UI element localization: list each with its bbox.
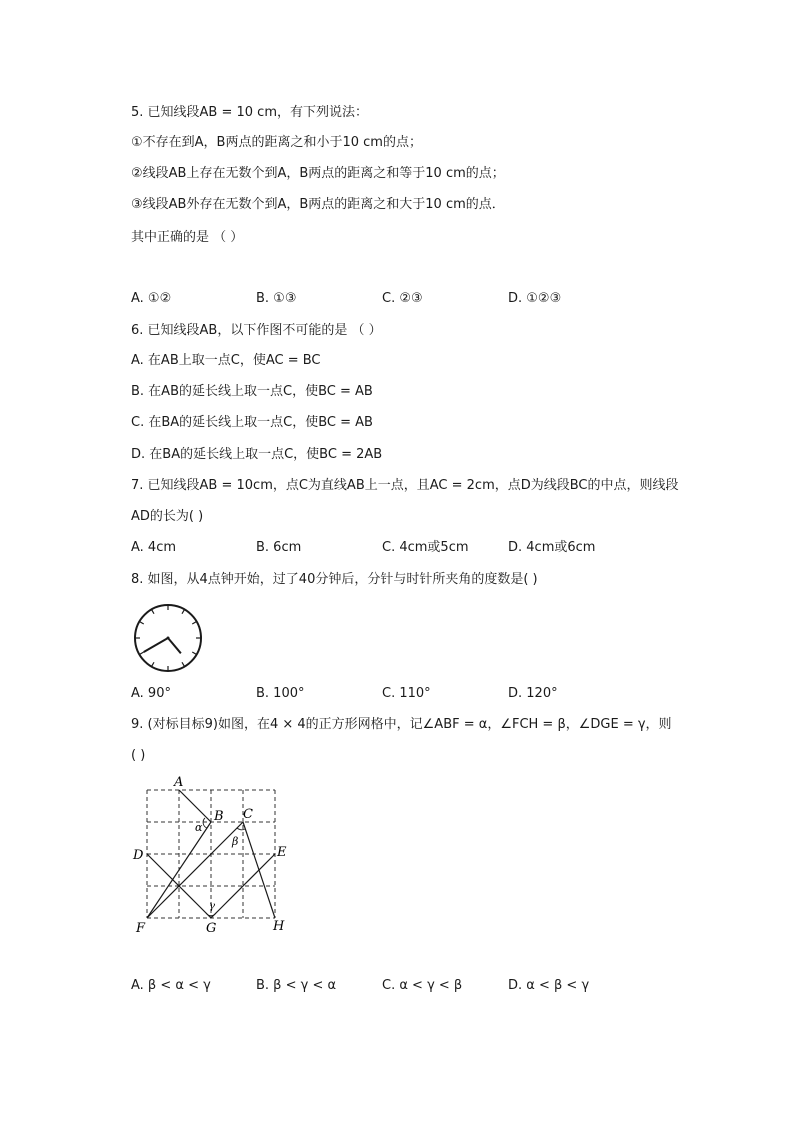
q5-option-a[interactable]: A. ①②: [131, 291, 172, 306]
q7-option-d[interactable]: D. 4cm或6cm: [508, 540, 596, 555]
q5-option-c[interactable]: C. ②③: [382, 291, 423, 306]
q6-stem: 6. 已知线段AB，以下作图不可能的是 （ ）: [131, 323, 382, 338]
q6-option-b[interactable]: B. 在AB的延长线上取一点C，使BC = AB: [131, 384, 373, 399]
clock-center: [167, 637, 170, 640]
q5-stem: 5. 已知线段AB = 10 cm，有下列说法：: [131, 105, 368, 120]
label-d: D: [133, 848, 144, 863]
q7-option-c[interactable]: C. 4cm或5cm: [382, 540, 469, 555]
q9-option-a[interactable]: A. β < α < γ: [131, 978, 211, 993]
hour-hand: [168, 638, 181, 653]
q5-ask: 其中正确的是 （ ）: [131, 230, 244, 245]
q5-option-b[interactable]: B. ①③: [256, 291, 297, 306]
label-e: E: [277, 845, 287, 860]
q6-option-a[interactable]: A. 在AB上取一点C，使AC = BC: [131, 353, 321, 368]
q6-option-d[interactable]: D. 在BA的延长线上取一点C，使BC = 2AB: [131, 447, 383, 462]
q9-option-b[interactable]: B. β < γ < α: [256, 978, 337, 993]
label-gamma: γ: [209, 901, 215, 912]
q5-option-d[interactable]: D. ①②③: [508, 291, 562, 306]
label-c: C: [243, 807, 253, 822]
q7-stem: 7. 已知线段AB = 10cm，点C为直线AB上一点，且AC = 2cm，点D为线段BC的中点，则线段: [131, 478, 679, 493]
q8-option-d[interactable]: D. 120°: [508, 686, 558, 701]
q8-option-c[interactable]: C. 110°: [382, 686, 431, 701]
q8-stem: 8. 如图，从4点钟开始，过了40分钟后，分针与时针所夹角的度数是( ): [131, 572, 538, 587]
q5-statement-2: ②线段AB上存在无数个到A，B两点的距离之和等于10 cm的点；: [131, 166, 505, 181]
q7-option-b[interactable]: B. 6cm: [256, 540, 302, 555]
q8-option-a[interactable]: A. 90°: [131, 686, 171, 701]
q7-stem-cont: AD的长为( ): [131, 509, 204, 524]
q5-statement-1: ①不存在到A，B两点的距离之和小于10 cm的点；: [131, 135, 422, 150]
label-h: H: [273, 919, 285, 934]
grid-figure: [128, 772, 293, 940]
label-f: F: [136, 921, 146, 936]
q8-option-b[interactable]: B. 100°: [256, 686, 305, 701]
clock-figure: [131, 602, 205, 674]
q6-option-c[interactable]: C. 在BA的延长线上取一点C，使BC = AB: [131, 415, 373, 430]
label-a: A: [174, 775, 184, 790]
q9-option-d[interactable]: D. α < β < γ: [508, 978, 590, 993]
q7-option-a[interactable]: A. 4cm: [131, 540, 177, 555]
q5-statement-3: ③线段AB外存在无数个到A，B两点的距离之和大于10 cm的点．: [131, 197, 505, 212]
minute-hand: [144, 638, 168, 652]
label-g: G: [206, 921, 217, 936]
q9-stem-cont: ( ): [131, 748, 146, 763]
label-beta: β: [232, 835, 239, 848]
label-alpha: α: [195, 821, 203, 834]
q9-option-c[interactable]: C. α < γ < β: [382, 978, 463, 993]
label-b: B: [214, 809, 224, 824]
q9-stem: 9. (对标目标9)如图，在4 × 4的正方形网格中，记∠ABF = α，∠FCH = β，∠DGE = γ，则: [131, 717, 672, 732]
